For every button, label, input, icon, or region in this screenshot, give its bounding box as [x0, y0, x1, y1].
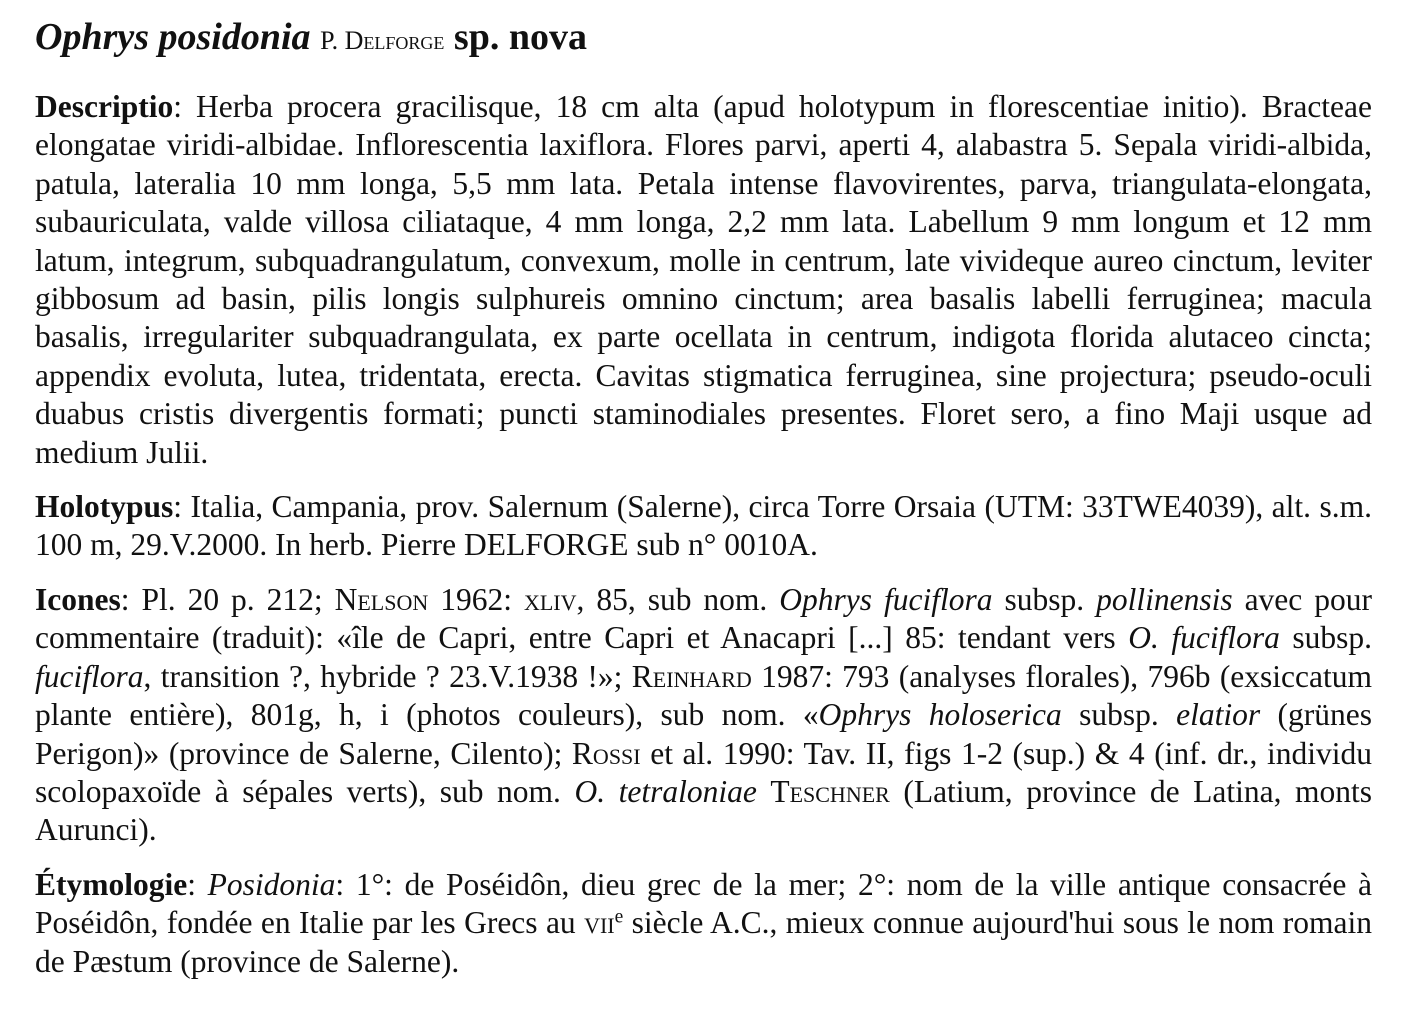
icones-text: subsp. — [1279, 620, 1372, 656]
etymologie-genus-name: Posidonia — [207, 866, 336, 902]
icones-taxon-name: pollinensis — [1096, 581, 1233, 617]
etymologie-text: : 1°: de Poséidôn, dieu grec de la mer; 2°: nom de la ville antique consacrée à Poséidôn, fondée en Italie par les Grecs au — [35, 866, 1372, 941]
holotypus-text: : 33TWE4039), alt. s.m. 100 m, 29.V.2000. In herb. Pierre — [35, 489, 1373, 563]
icones-author-name: Reinhard — [631, 658, 752, 694]
descriptio-label: Descriptio — [35, 89, 174, 124]
icones-text: avec pour commentaire (traduit): «île de Capri, entre Capri et Anacapri [...] 85: tendant vers — [35, 581, 1372, 656]
holotypus-collector: DELFORGE — [464, 527, 629, 563]
icones-text: (Latium, province de Latina, monts Aurunci). — [35, 773, 1373, 848]
etymologie-text: : — [187, 866, 208, 902]
icones-text: , 85, sub nom. — [576, 581, 780, 617]
icones-taxon-name: O. tetraloniae — [574, 773, 757, 809]
holotypus-number-suffix: A — [787, 527, 810, 563]
document-page — [35, 14, 1372, 997]
icones-text: 1987: 793 (analyses florales), 796b (exsiccatum plante entière), 801g, h, i (photos couleurs), sub nom. « — [35, 658, 1372, 733]
icones-taxon-name: fuciflora — [35, 658, 144, 694]
etymologie-label: Étymologie — [35, 866, 188, 902]
descriptio-paragraph — [35, 88, 1372, 472]
descriptio-text: : Herba procera gracilisque, 18 cm alta (apud holotypum in florescentiae initio). Bracteae elongatae viridi-albidae. Inflorescentia laxiflora. Flores parvi, aperti 4, alabastra 5. Sepala viridi-albida, patula, lateralia 10 mm longa, 5,5 mm lata. Petala intense flavovirentes, parva, triangulata-elongata, subauriculata, valde villosa ciliataque, 4 mm longa, 2,2 mm lata. Labellum 9 mm longum et 12 mm latum, integrum, subquadrangulatum, convexum, molle in centrum, late vivideque aureo cinctum, leviter gibbosum ad basin, pilis longis sulphureis omnino cinctum; area basalis labelli ferruginea; macula basalis, irregulariter subquadrangulata, ex parte ocellata in centrum, indigota florida alutaceo cincta; appendix evoluta, lutea, tridentata, erecta. Cavitas stigmatica ferruginea, sine projectura; pseudo-oculi duabus cristis divergentis formati; puncti staminodiales presentes. Floret sero, a fino Maji usque ad medium Julii. — [35, 89, 1372, 470]
icones-taxon-name: elatior — [1176, 697, 1261, 733]
icones-paragraph — [35, 581, 1372, 850]
icones-label: Icones — [35, 581, 121, 617]
species-title — [35, 14, 1372, 64]
etymologie-century-numeral: vii — [584, 905, 615, 941]
icones-text: , transition ?, hybride ? 23.V.1938 !»; — [143, 658, 632, 694]
etymologie-superscript: e — [614, 906, 624, 928]
holotypus-text: . — [809, 527, 818, 563]
species-novelty: sp. nova — [453, 16, 587, 58]
icones-text — [757, 774, 771, 809]
holotypus-paragraph — [35, 488, 1372, 565]
etymologie-paragraph — [35, 866, 1372, 981]
etymologie-text: siècle A.C., mieux connue aujourd'hui sous le nom romain de Pæstum (province de Salerne). — [35, 905, 1372, 979]
icones-text: et al. 1990: Tav. II, figs 1-2 (sup.) & 4 (inf. dr., individu scolopaxoïde à sépales verts), sub nom. — [35, 735, 1372, 809]
species-author: P. Delforge — [320, 26, 445, 55]
icones-taxon-name: O. fuciflora — [1128, 620, 1280, 656]
icones-taxon-name: Ophrys holoserica — [818, 697, 1062, 733]
icones-roman-numeral: xliv — [523, 581, 577, 617]
icones-text: subsp. — [992, 581, 1097, 617]
holotypus-text: : Italia, Campania, prov. Salernum (Salerne), circa Torre Orsaia ( — [173, 489, 995, 525]
icones-author-name: Teschner — [770, 773, 890, 809]
holotypus-label: Holotypus — [35, 489, 174, 525]
icones-text: subsp. — [1061, 697, 1177, 733]
species-name: Ophrys posidonia — [35, 16, 311, 58]
icones-author-name: Nelson — [334, 581, 429, 617]
icones-text: : Pl. 20 p. 212; — [120, 581, 335, 617]
holotypus-utm: UTM — [994, 489, 1065, 525]
icones-author-name: Rossi — [571, 735, 641, 771]
icones-text: (grünes Perigon)» (province de Salerne, Cilento); — [35, 697, 1372, 771]
holotypus-text: sub n° 0010 — [628, 527, 788, 563]
icones-text: 1962: — [428, 581, 524, 617]
icones-taxon-name: Ophrys fuciflora — [779, 581, 993, 617]
